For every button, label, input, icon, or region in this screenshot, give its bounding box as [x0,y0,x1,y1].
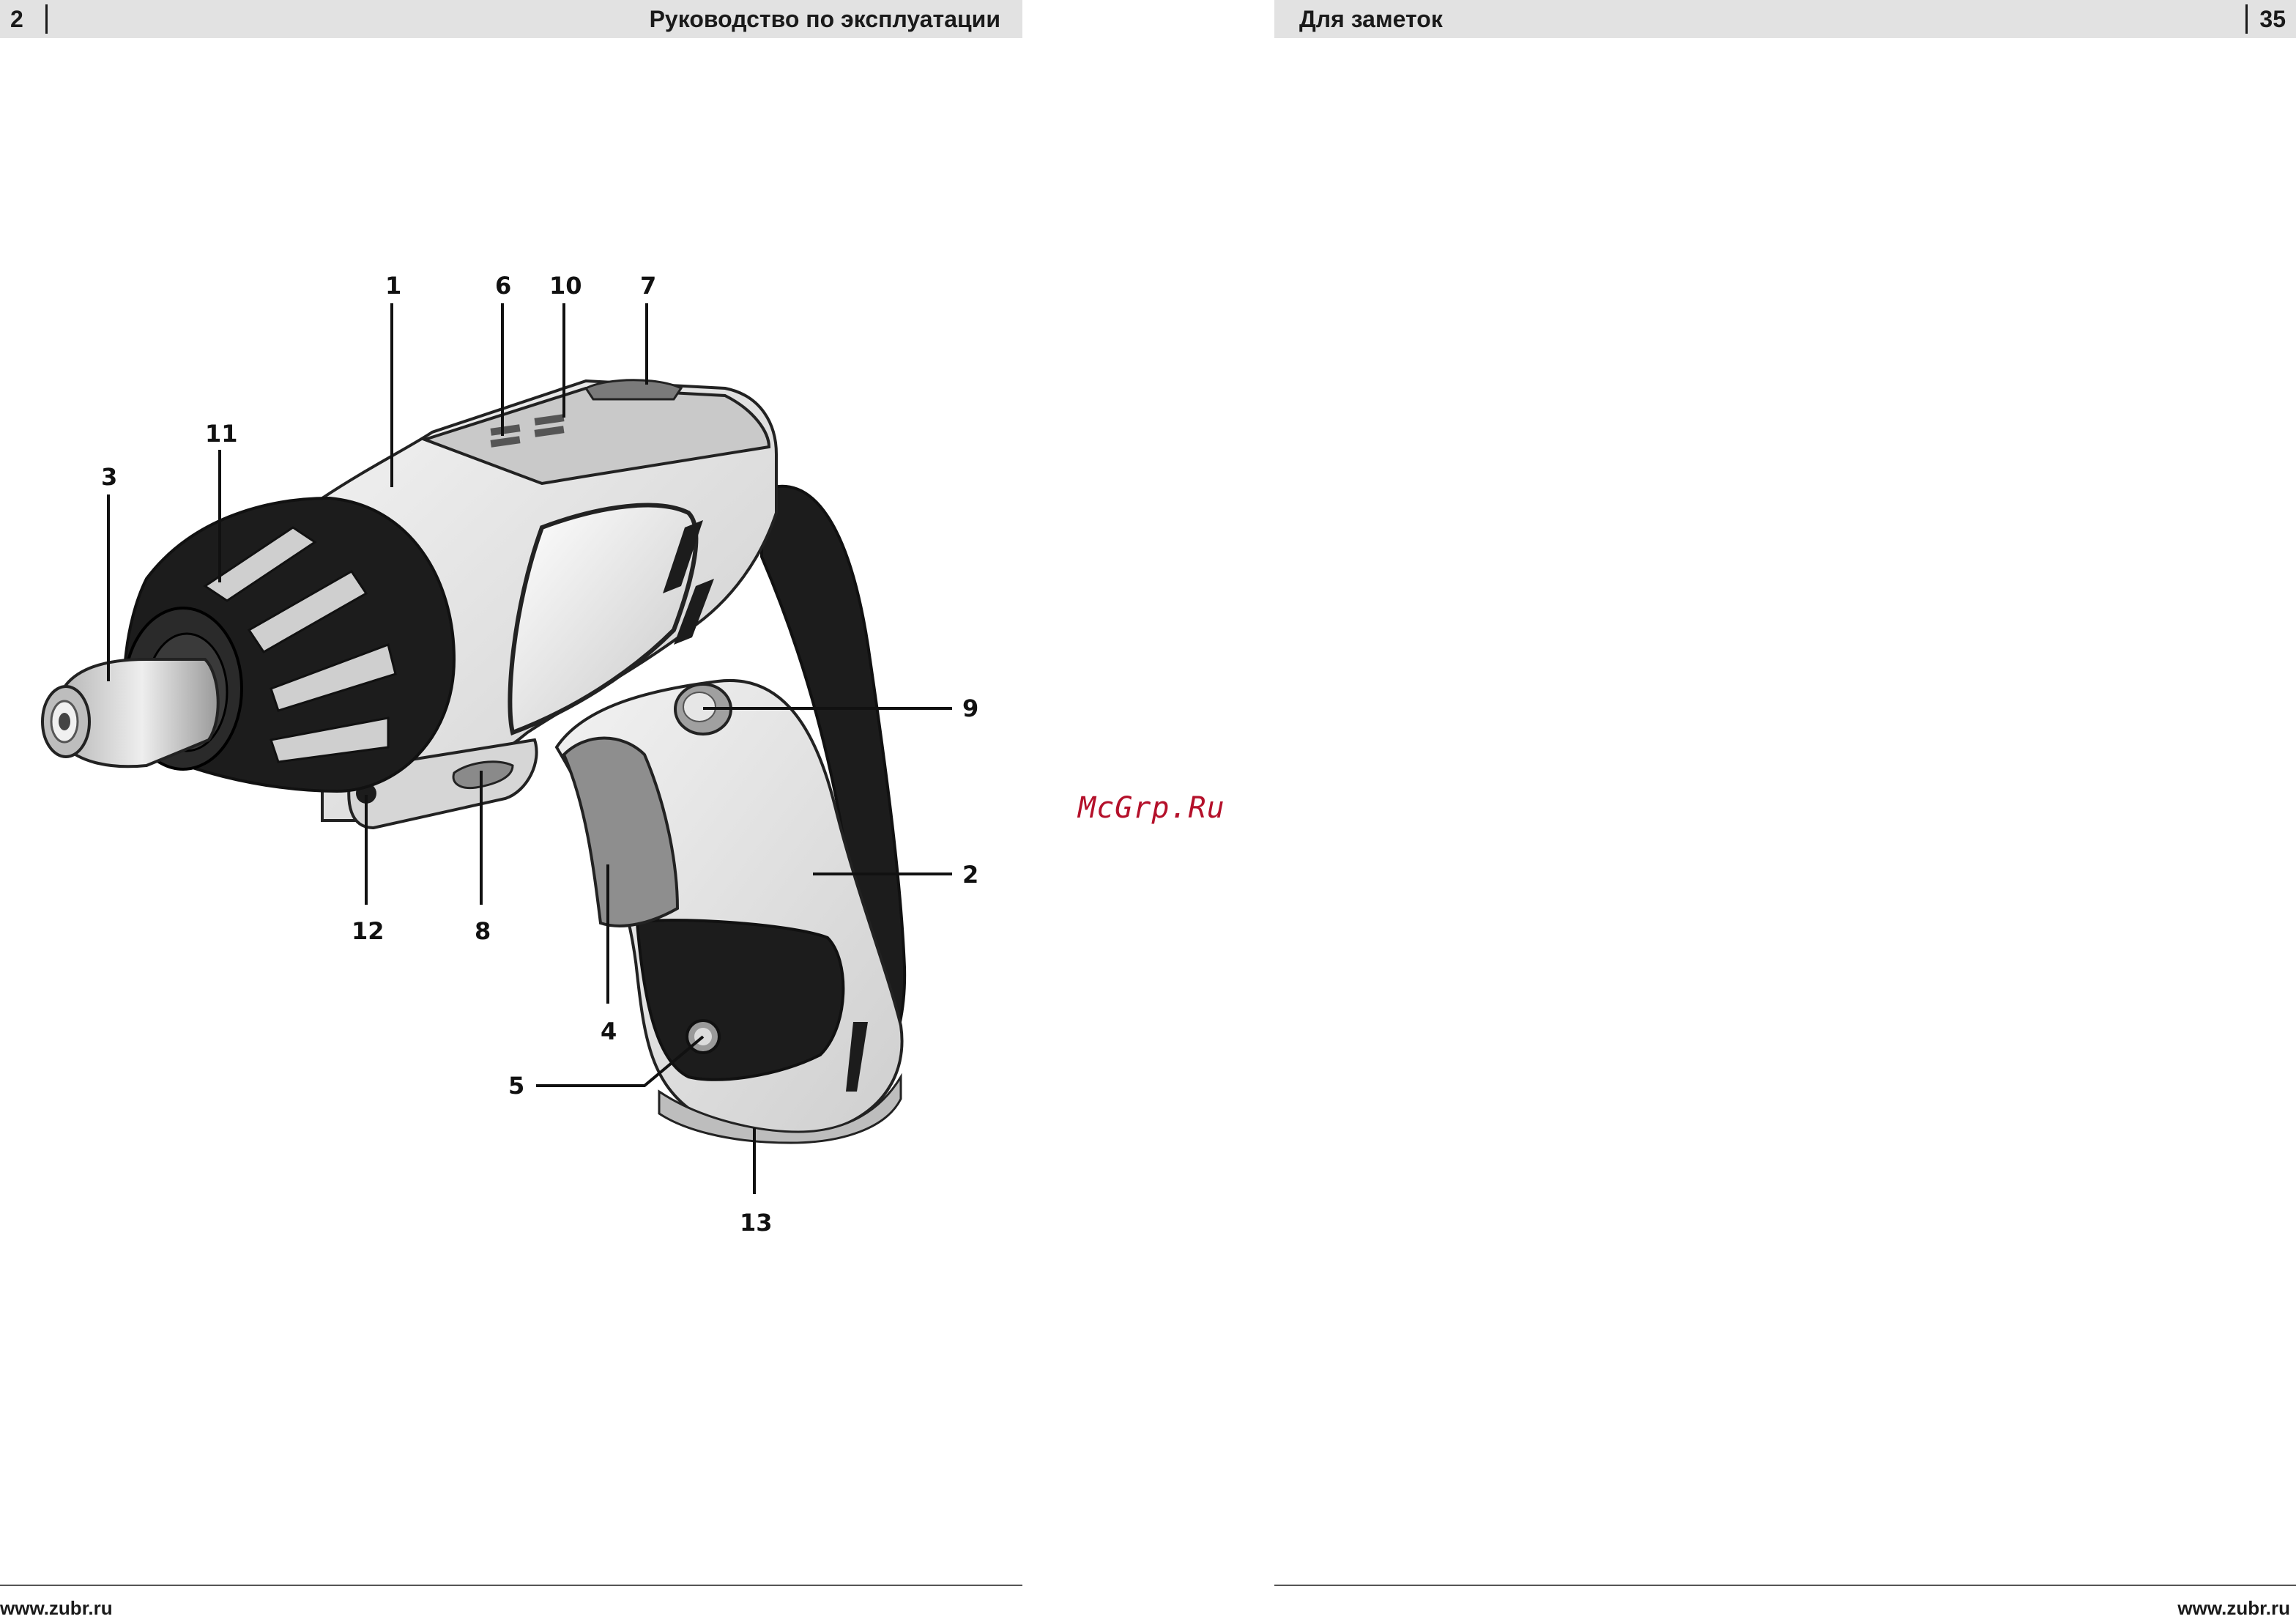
right-page-title: Для заметок [1299,6,1443,32]
callout-label: 2 [962,861,979,889]
callout-label: 6 [495,272,512,300]
left-footer-rule [0,1585,1022,1586]
callout-label: 10 [549,272,582,300]
right-page-number: 35 [2259,6,2286,32]
callout-label: 12 [352,917,384,945]
callout-label: 4 [601,1018,617,1045]
battery-cover [637,920,843,1080]
callout-label: 8 [475,917,491,945]
callout-label: 5 [508,1072,525,1100]
top-button [586,380,681,399]
right-footer-url[interactable]: www.zubr.ru [2177,1597,2290,1619]
callout-label: 9 [962,694,979,722]
callout-label: 3 [101,463,118,491]
watermark-text: McGrp.Ru [1078,791,1225,825]
left-footer-url[interactable]: www.zubr.ru [0,1597,113,1619]
left-page-title: Руководство по эксплуатации [649,6,1000,32]
right-footer-rule [1274,1585,2296,1586]
callout-label: 1 [385,272,402,300]
callout-label: 13 [740,1209,773,1237]
left-page-number: 2 [10,6,23,32]
callout-label: 7 [640,272,657,300]
callout-label: 11 [205,420,238,448]
